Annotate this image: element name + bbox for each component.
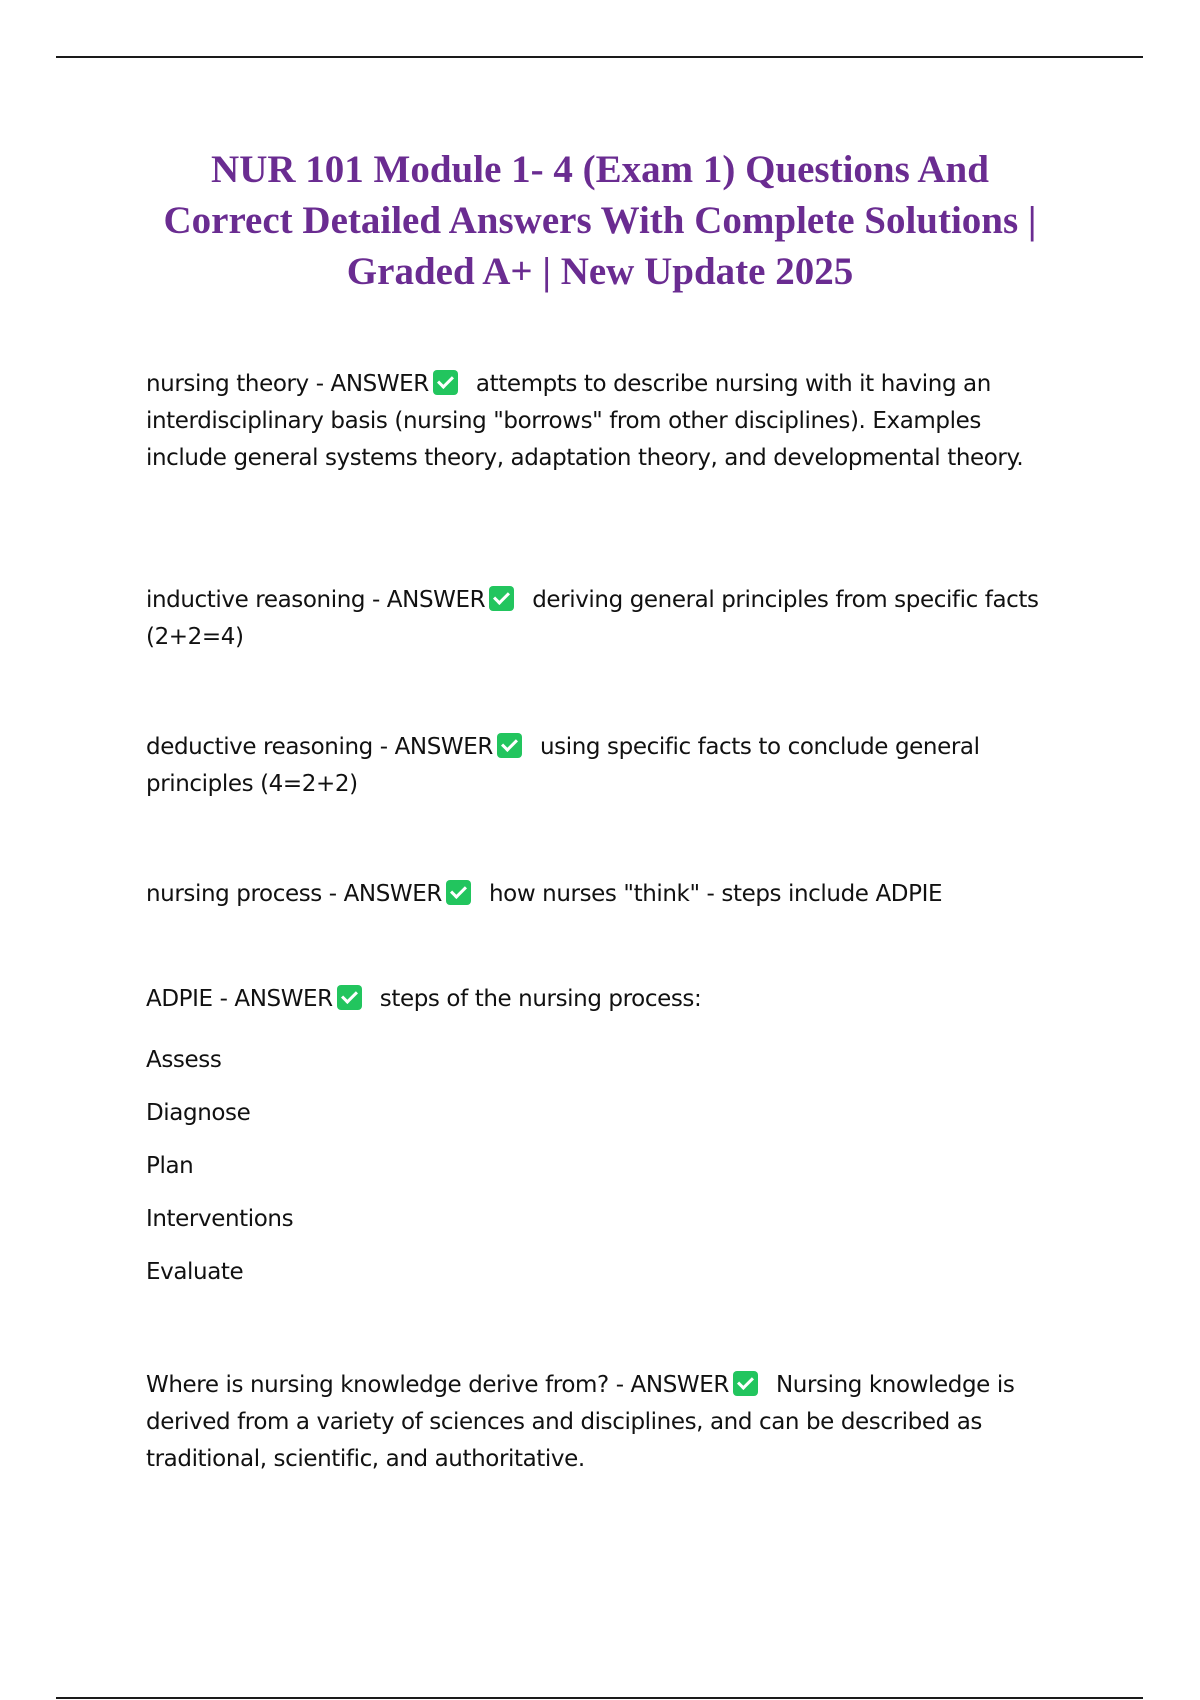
adpie-steps-list: [146, 1034, 1066, 1299]
green-checkmark-icon: [337, 985, 362, 1010]
entry-term: ADPIE: [146, 986, 213, 1012]
list-item: Diagnose: [146, 1100, 251, 1126]
qa-entry-nursing-process: [146, 876, 1066, 913]
entry-term: inductive reasoning: [146, 587, 366, 613]
entry-definition: deriving general principles from specific facts (2+2=4): [146, 587, 1039, 650]
qa-entry-deductive-reasoning: [146, 729, 1066, 803]
qa-entry-nursing-knowledge: [146, 1367, 1066, 1478]
answer-marker: - ANSWER: [315, 371, 429, 397]
answer-marker: - ANSWER: [379, 734, 493, 760]
list-item: Evaluate: [146, 1259, 244, 1285]
green-checkmark-icon: [489, 586, 514, 611]
list-item: Interventions: [146, 1206, 294, 1232]
top-rule: [56, 56, 1143, 58]
entry-term: nursing theory: [146, 371, 309, 397]
qa-entry-nursing-theory: [146, 366, 1066, 477]
green-checkmark-icon: [446, 880, 471, 905]
answer-marker: - ANSWER: [615, 1372, 729, 1398]
entry-definition: how nurses "think" - steps include ADPIE: [489, 881, 943, 907]
qa-entry-adpie: [146, 981, 1066, 1299]
answer-marker: - ANSWER: [328, 881, 442, 907]
entry-definition: steps of the nursing process:: [379, 986, 702, 1012]
entry-definition: attempts to describe nursing with it having an interdisciplinary basis (nursing "borrows" from other disciplines). Examples include general systems theory, adaptation theory, and developmental theory.: [146, 371, 1024, 471]
green-checkmark-icon: [433, 370, 458, 395]
entry-definition: using specific facts to conclude general principles (4=2+2): [146, 734, 980, 797]
document-title: NUR 101 Module 1- 4 (Exam 1) Questions And Correct Detailed Answers With Complete Solutions | Graded A+ | New Update 2025: [163, 148, 1037, 293]
list-item: Plan: [146, 1153, 194, 1179]
document-body: [146, 366, 1066, 1478]
entry-definition: Nursing knowledge is derived from a variety of sciences and disciplines, and can be described as traditional, scientific, and authoritative.: [146, 1372, 1015, 1472]
entry-term: nursing process: [146, 881, 322, 907]
answer-marker: - ANSWER: [372, 587, 486, 613]
green-checkmark-icon: [497, 733, 522, 758]
entry-term: deductive reasoning: [146, 734, 373, 760]
entry-term: Where is nursing knowledge derive from?: [146, 1372, 609, 1398]
answer-marker: - ANSWER: [219, 986, 333, 1012]
green-checkmark-icon: [733, 1371, 758, 1396]
list-item: Assess: [146, 1047, 222, 1073]
bottom-rule: [56, 1697, 1143, 1699]
qa-entry-inductive-reasoning: [146, 582, 1066, 656]
